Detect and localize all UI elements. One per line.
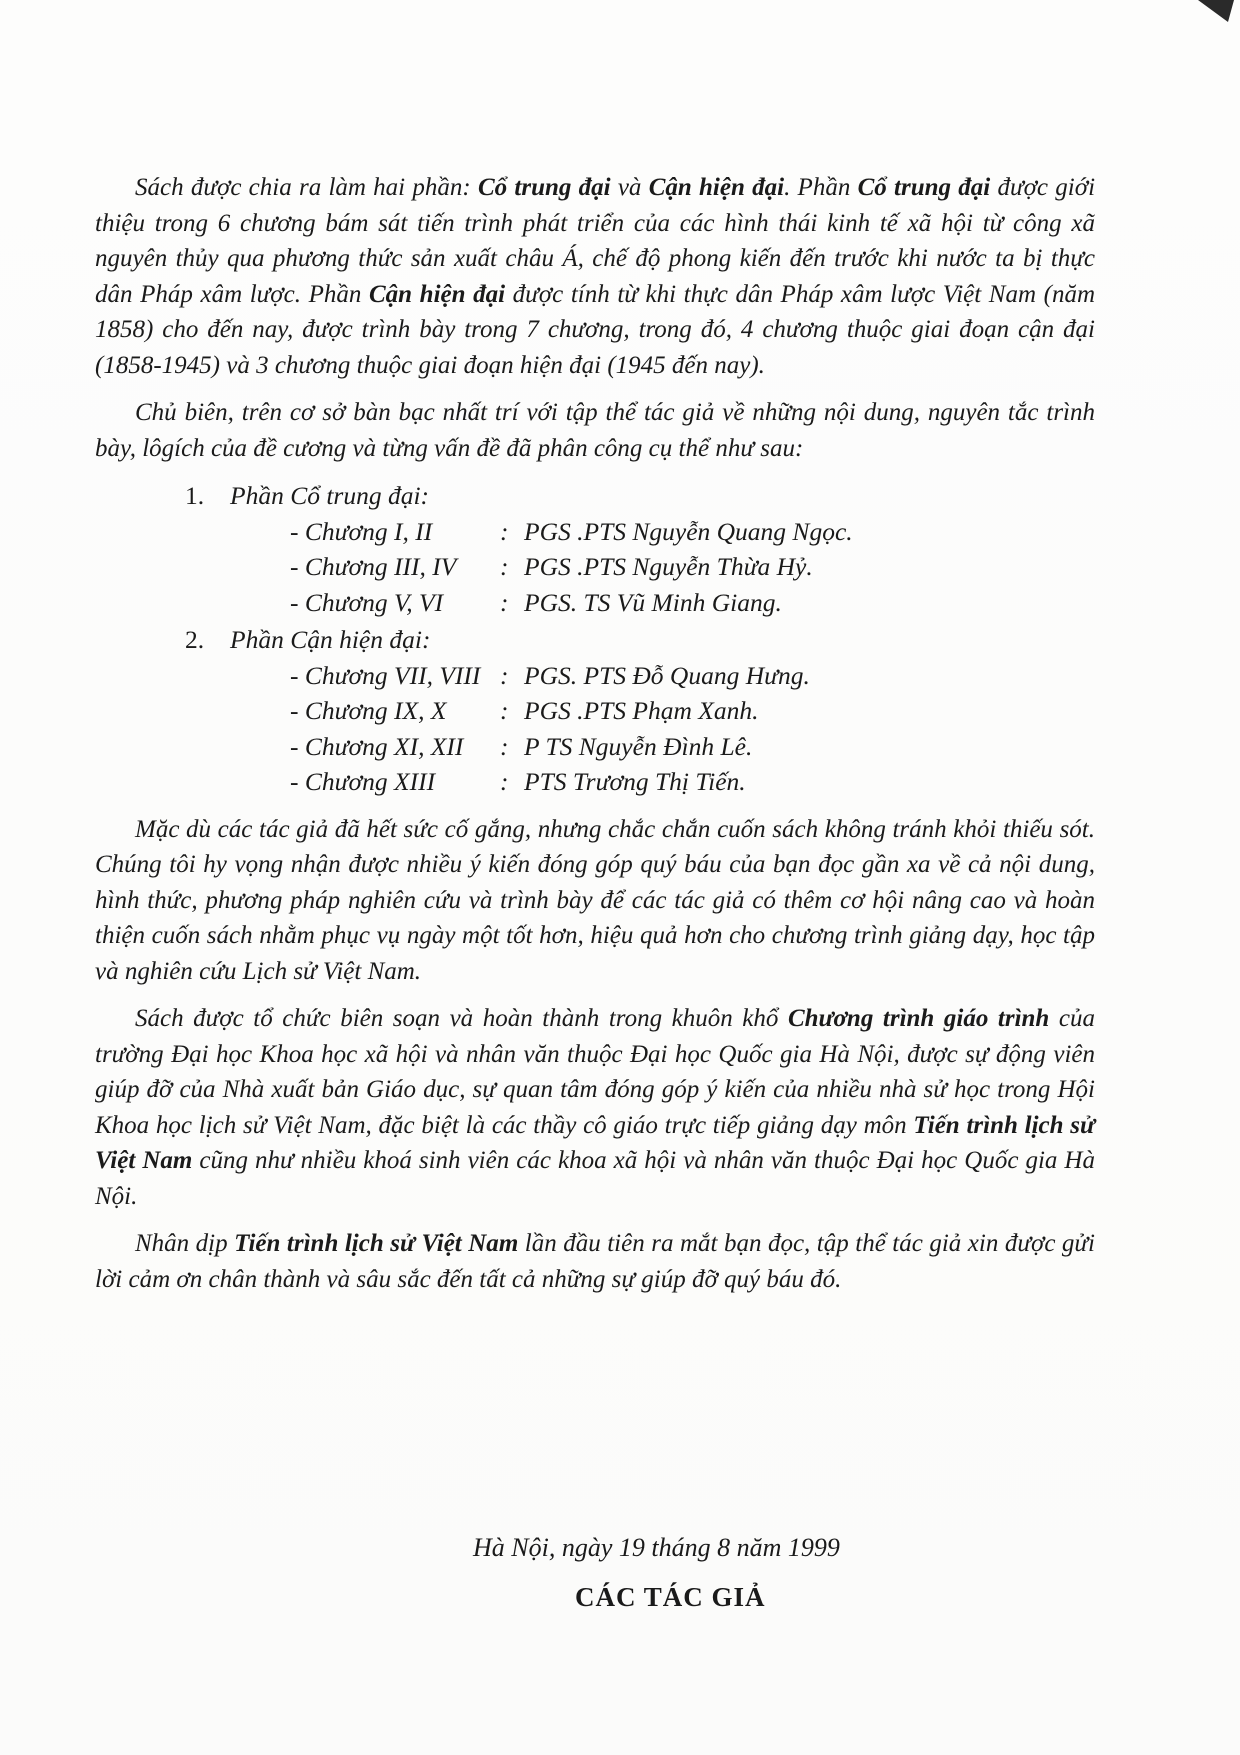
bold-term: Cổ trung đại	[477, 174, 611, 201]
chapter-label: - Chương XI, XII	[290, 731, 464, 761]
chapter-author: PTS Trương Thị Tiến.	[524, 767, 746, 796]
chapter-label: - Chương I, II	[290, 516, 433, 546]
chapter-label: - Chương III, IV	[290, 552, 457, 581]
chapter-author: P TS Nguyễn Đình Lê.	[524, 731, 753, 761]
chapter-label: - Chương V, VI	[290, 587, 444, 617]
chapter-row	[95, 729, 1095, 765]
bold-term: Tiến trình lịch sử Việt Nam	[95, 1111, 1095, 1174]
part-block	[95, 622, 1095, 800]
part-heading	[95, 478, 1095, 514]
separator: :	[500, 767, 509, 796]
chapter-row	[95, 585, 1095, 621]
chapter-label: - Chương IX, X	[290, 696, 447, 725]
part-block	[95, 478, 1095, 620]
text-run: lần đầu tiên ra mắt bạn đọc, tập thể tác giả xin được gửi lời cảm ơn chân thành và sâu sắc đến tất cả những sự giúp đỡ quý báu đó.	[95, 1230, 1095, 1293]
text-run: Sách được chia ra làm hai phần:	[135, 174, 478, 201]
separator: :	[500, 516, 509, 546]
signature-authors: CÁC TÁC GIẢ	[575, 1582, 766, 1612]
bold-term: Chương trình giáo trình	[787, 1005, 1050, 1032]
text-run: . Phần	[784, 174, 858, 201]
paragraph-feedback-request: Mặc dù các tác giả đã hết sức cố gắng, nhưng chắc chắn cuốn sách không tránh khỏi thiếu sót. Chúng tôi hy vọng nhận được nhiều ý kiến đóng góp quý báu của bạn đọc gần xa về cả nội dung, hình thức, phương pháp nghiên cứu và trình bày để các tác giả có thêm cơ hội nâng cao và hoàn thiện cuốn sách nhằm phục vụ ngày một tốt hơn, hiệu quả hơn cho chương trình giảng dạy, học tập và nghiên cứu Lịch sử Việt Nam.	[95, 815, 1095, 985]
signature-date: Hà Nội, ngày 19 tháng 8 năm 1999	[473, 1533, 840, 1562]
paragraph-thanks	[95, 1226, 1095, 1297]
separator: :	[500, 696, 509, 725]
part-heading	[95, 622, 1095, 658]
chapter-author: PGS. PTS Đỗ Quang Hưng.	[524, 660, 810, 690]
paragraph-book-structure	[95, 170, 1095, 383]
separator: :	[500, 731, 509, 761]
part-title: Phần Cổ trung đại:	[230, 481, 430, 510]
text-run: Sách được tổ chức biên soạn và hoàn thành trong khuôn khổ	[135, 1005, 788, 1032]
text-run: Nhân dịp	[135, 1230, 235, 1257]
text-run: của trường Đại học Khoa học xã hội và nhân văn thuộc Đại học Quốc gia Hà Nội, được sự động viên giúp đỡ của Nhà xuất bản Giáo dục, sự quan tâm đóng góp ý kiến của nhiều nhà sử học trong Hội Khoa học lịch sử Việt Nam, đặc biệt là các thầy cô giáo trực tiếp giảng dạy môn	[95, 1005, 1095, 1139]
chapter-assignment-list	[95, 478, 1095, 800]
chapter-row	[95, 693, 1095, 729]
separator: :	[500, 587, 509, 617]
paragraph-editor-assignment: Chủ biên, trên cơ sở bàn bạc nhất trí với tập thể tác giả về những nội dung, nguyên tắc trình bày, lôgích của đề cương và từng vấn đề đã phân công cụ thể như sau:	[95, 399, 1095, 462]
chapter-author: PGS .PTS Nguyễn Thừa Hỷ.	[524, 552, 813, 581]
page-corner-fold	[1198, 0, 1234, 24]
chapter-label: - Chương XIII	[290, 767, 436, 796]
chapter-row	[95, 658, 1095, 694]
bold-term: Cận hiện đại	[368, 280, 506, 308]
chapter-row	[95, 764, 1095, 800]
paragraph-acknowledgement-context	[95, 1001, 1095, 1214]
chapter-author: PGS .PTS Phạm Xanh.	[524, 696, 759, 725]
separator: :	[500, 660, 509, 690]
part-title: Phần Cận hiện đại:	[230, 625, 431, 654]
chapter-author: PGS. TS Vũ Minh Giang.	[524, 587, 782, 617]
chapter-label: - Chương VII, VIII	[290, 660, 481, 690]
text-run: cũng như nhiều khoá sinh viên các khoa xã hội và nhân văn thuộc Đại học Quốc gia Hà Nội.	[95, 1147, 1095, 1210]
document-body	[95, 170, 1095, 1297]
separator: :	[500, 552, 509, 581]
bold-term: Cổ trung đại	[857, 174, 991, 201]
chapter-row	[95, 549, 1095, 585]
text-run: được giới thiệu trong 6 chương bám sát tiến trình phát triển của các hình thái kinh tế xã hội từ công xã nguyên thủy qua phương thức sản xuất châu Á, chế độ phong kiến đến trước khi nước ta bị thực dân Pháp xâm lược. Phần	[95, 174, 1096, 308]
text-run: và	[610, 174, 649, 201]
text-run: được tính từ khi thực dân Pháp xâm lược Việt Nam (năm 1858) cho đến nay, được trình bày trong 7 chương, trong đó, 4 chương thuộc giai đoạn cận đại (1858-1945) và 3 chương thuộc giai đoạn hiện đại (1945 đến nay).	[95, 280, 1096, 379]
part-number: 2.	[185, 625, 205, 654]
part-number: 1.	[185, 481, 205, 510]
bold-term: Tiến trình lịch sử Việt Nam	[234, 1230, 519, 1257]
bold-term: Cận hiện đại	[648, 174, 785, 201]
signature-block	[95, 1530, 1095, 1613]
chapter-author: PGS .PTS Nguyễn Quang Ngọc.	[524, 516, 853, 546]
chapter-row	[95, 514, 1095, 550]
